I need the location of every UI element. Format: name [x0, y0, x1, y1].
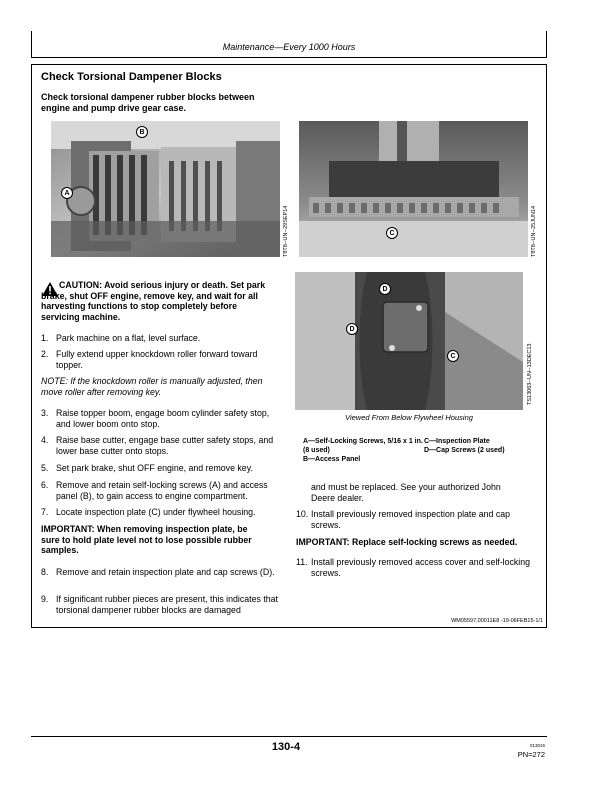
step-11 — [296, 557, 536, 581]
step-8-number: 8. — [41, 567, 49, 577]
callout-c-fig3: C — [447, 350, 459, 362]
engine-photo-image — [299, 121, 528, 257]
callout-d-lower: D — [346, 323, 358, 335]
step-8-text: Remove and retain inspection plate and cap screws (D). — [56, 567, 275, 577]
step-10-number: 10. — [296, 509, 309, 519]
dampener-photo-image — [51, 121, 280, 257]
section-intro: Check torsional dampener rubber blocks between engine and pump drive gear case. — [41, 92, 255, 113]
caution-text-content: CAUTION: Avoid serious injury or death. Set park brake, shut OFF engine, remove key, and wait for all harvesting functions to stop completely before servicing machine. — [41, 280, 266, 322]
figure-3-caption: Viewed From Below Flywheel Housing — [345, 413, 473, 422]
footer-rule — [31, 736, 547, 737]
section-title: Check Torsional Dampener Blocks — [41, 71, 222, 83]
step-3 — [41, 408, 281, 432]
figure-2-id: T8T8--UN--25JUN14 — [531, 205, 537, 257]
step-7 — [41, 507, 281, 519]
step-6-number: 6. — [41, 480, 49, 490]
step-1 — [41, 333, 281, 345]
legend-d: D—Cap Screws (2 used) — [424, 447, 505, 454]
callout-b-fig1: B — [136, 126, 148, 138]
callout-d-upper: D — [379, 283, 391, 295]
figure-3-id: TS13063--UN--13DEC13 — [527, 343, 533, 405]
step-1-number: 1. — [41, 333, 49, 343]
important-inspection-plate: IMPORTANT: When removing inspection plate, be sure to hold plate level not to lose possible rubber samples. — [41, 524, 252, 556]
figure-dampener-photo — [51, 121, 280, 257]
part-number: PN=272 — [517, 750, 545, 759]
step-10-text: Install previously removed inspection plate and cap screws. — [311, 509, 511, 530]
step-3-number: 3. — [41, 408, 49, 418]
step-5 — [41, 463, 281, 475]
legend-b: B—Access Panel — [303, 456, 361, 463]
legend-c: C—Inspection Plate — [424, 438, 490, 445]
step-9-continued: and must be replaced. See your authorized John Deere dealer. — [311, 482, 501, 503]
step-10 — [296, 509, 536, 533]
step-9 — [41, 594, 281, 618]
page-number: 130-4 — [271, 741, 301, 753]
step-11-text: Install previously removed access cover and self-locking screws. — [311, 557, 531, 578]
step-1-text: Park machine on a flat, level surface. — [56, 333, 201, 343]
running-header: Maintenance—Every 1000 Hours — [222, 42, 356, 52]
callout-a-fig1: A — [61, 187, 73, 199]
step-7-text: Locate inspection plate (C) under flywheel housing. — [56, 507, 256, 517]
step-5-number: 5. — [41, 463, 49, 473]
step-2 — [41, 349, 281, 373]
footer-small-code: 013015 — [529, 743, 545, 748]
step-6 — [41, 480, 281, 504]
note-knockdown-roller: NOTE: If the knockdown roller is manually adjusted, then move roller after removing key. — [41, 376, 263, 397]
inspection-plate-photo-image — [295, 272, 523, 410]
reference-code: WM05597,00011E8 -19-06FEB15-1/1 — [451, 618, 543, 624]
step-4-number: 4. — [41, 435, 49, 445]
step-3-text: Raise topper boom, engage boom cylinder safety stop, and lower boom onto stop. — [56, 408, 270, 429]
step-2-text: Fully extend upper knockdown roller forward toward topper. — [56, 349, 258, 370]
step-4 — [41, 435, 281, 459]
step-11-number: 11. — [296, 557, 308, 567]
important-self-locking-screws: IMPORTANT: Replace self-locking screws as needed. — [296, 537, 518, 547]
callout-c-fig2: C — [386, 227, 398, 239]
figure-engine-photo — [299, 121, 528, 257]
caution-text — [41, 280, 276, 322]
step-4-text: Raise base cutter, engage base cutter safety stops, and lower base cutter onto stops. — [56, 435, 274, 456]
step-9-number: 9. — [41, 594, 49, 604]
step-7-number: 7. — [41, 507, 49, 517]
legend-a: A—Self-Locking Screws, 5/16 x 1 in. (8 used) — [303, 438, 423, 454]
figure-1-id: T8T8--UN--29SEP14 — [283, 205, 289, 257]
step-5-text: Set park brake, shut OFF engine, and remove key. — [56, 463, 253, 473]
step-8 — [41, 567, 281, 591]
step-2-number: 2. — [41, 349, 49, 359]
step-9-text: If significant rubber pieces are present, this indicates that torsional dampener rubber blocks are damaged — [56, 594, 278, 615]
step-6-text: Remove and retain self-locking screws (A) and access panel (B), to gain access to engine compartment. — [56, 480, 268, 501]
figure-inspection-plate-photo — [295, 272, 523, 410]
